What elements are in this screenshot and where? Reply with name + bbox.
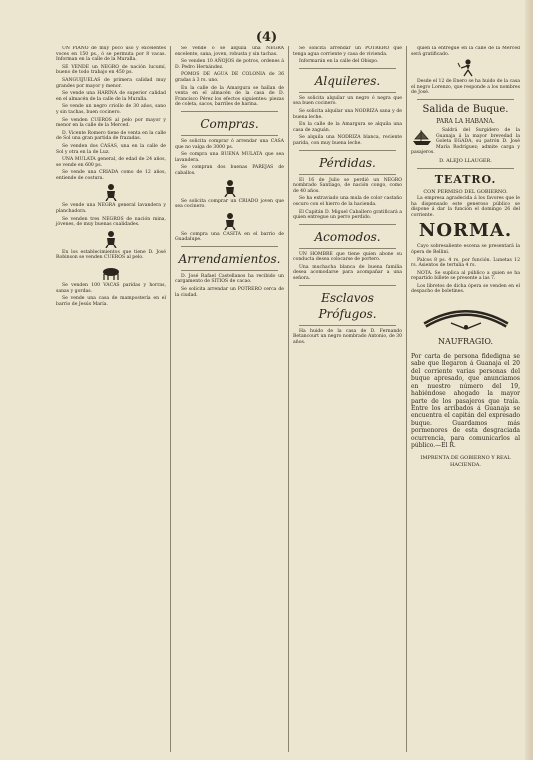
divider bbox=[299, 68, 396, 69]
ad: SE VENDE un NEGRO de nación lucumí, bueno de todo trabajo en 450 ps. bbox=[56, 64, 166, 76]
ad: Se solicita arrendar un POTRERO cerca de la ciudad. bbox=[175, 287, 284, 298]
section-title-esclavos-profugos: Esclavos Prófugos. bbox=[318, 290, 377, 321]
ad: Cayo sobresaliente escena se presentará la ópera de Bellini. bbox=[411, 244, 520, 255]
ad: El Capitán D. Miguel Caballero gratificará a quien entregue un perro perdido. bbox=[293, 209, 402, 221]
section-title-alquileres: Alquileres. bbox=[314, 73, 381, 88]
ad: D. José Rafael Castellanos ha recibido un cargamento de SITIOS de cacao. bbox=[175, 273, 284, 285]
divider bbox=[181, 135, 278, 136]
ad: Se venden tres NEGROS de nación mina, jóvenes, de muy buenas cualidades. bbox=[56, 216, 166, 228]
ship-subtitle: PARA LA HABANA. bbox=[436, 117, 495, 125]
ad: Se solicita alquilar un negro ó negra que sea buen cocinero. bbox=[293, 95, 402, 107]
ad: Palcos 8 ps. 4 rs. por función. Lunetas 12 rs. Asientos de tertulia 4 rs. bbox=[411, 257, 520, 269]
ship-title: Salida de Buque. bbox=[422, 103, 509, 115]
slave-woodcut-icon bbox=[219, 179, 241, 197]
column-3 bbox=[288, 46, 406, 752]
theatre-title: TEATRO. bbox=[434, 172, 497, 186]
runaway-woodcut-icon bbox=[455, 59, 477, 77]
ad: Ha huido de la casa de D. Fernando Betancourt un negro nombrado Antonio, de 30 años. bbox=[293, 328, 402, 345]
page-number: (4) bbox=[255, 30, 278, 45]
ad: Los libretos de dicha ópera se venden en el despacho de boletines. bbox=[411, 283, 520, 295]
ad: Se compra una CASITA en el barrio de Guadalupe. bbox=[175, 231, 284, 243]
slave-woodcut-icon bbox=[219, 212, 241, 230]
column-1 bbox=[52, 46, 170, 752]
ad: Se venden 100 VACAS paridas y horras, sanas y gordas. bbox=[56, 283, 166, 294]
slave-woodcut-icon bbox=[100, 183, 122, 201]
postscript-stamp bbox=[421, 299, 511, 333]
section-title-perdidas: Pérdidas. bbox=[319, 155, 376, 170]
page-edge bbox=[525, 0, 533, 760]
ad: Se alquila una NODRIZA blanca, reciente parida, con muy buena leche. bbox=[293, 135, 402, 146]
section-title-acomodos: Acomodos. bbox=[314, 229, 381, 244]
ad: Se compran dos buenas PAREJAS de caballos. bbox=[175, 165, 284, 176]
column-2 bbox=[170, 46, 288, 752]
section-title-compras: Compras. bbox=[200, 116, 259, 131]
ad: Se vende una casa de mampostería en el barrio de Jesús María. bbox=[56, 296, 166, 307]
divider bbox=[299, 248, 396, 249]
ad: UNA MULATA general, de edad de 24 años, se vende en 600 ps. bbox=[56, 157, 166, 168]
ad: Se venden dos CASAS, una en la calle de Sol y otra en la de Luz. bbox=[56, 143, 166, 155]
ship-contact: D. ALEJO LLAUGER. bbox=[439, 157, 492, 164]
postscript-ornament-icon bbox=[421, 299, 511, 333]
ad: quien la entregue en la calle de la Merced será gratificado. bbox=[411, 46, 520, 57]
ad: En la calle de la Amargura se alquila una casa de zaguán. bbox=[293, 122, 402, 133]
ad: UN HOMBRE que tiene quien abone su conducta desea colocarse de portero. bbox=[293, 251, 402, 263]
divider bbox=[299, 285, 396, 286]
section-title-arrendamientos: Arrendamientos. bbox=[178, 251, 281, 266]
printer-imprint: IMPRENTA DE GOBIERNO Y REAL HACIENDA. bbox=[420, 455, 511, 469]
ad: La empresa agradecida á los favores que le ha dispensado este generoso público se dispone á dar la función el domingo 26 del corriente. bbox=[411, 195, 520, 218]
ad: Se venden CUEROS al pelo por mayor y menor en la calle de la Merced. bbox=[56, 117, 166, 129]
ad: Desde el 12 de Enero se ha huido de la casa el negro Lorenzo, que responde a los nombres de José. bbox=[411, 79, 520, 96]
theatre-subtitle: CON PERMISO DEL GOBIERNO. bbox=[423, 188, 508, 195]
ad: Se vende una HARINA de superior calidad en el almacén de la calle de la Muralla. bbox=[56, 91, 166, 102]
ad: Se vende una NEGRA general lavandera y planchadora. bbox=[56, 203, 166, 215]
ship-woodcut-icon bbox=[411, 128, 433, 146]
ad: Se venden 10 AÑOJOS de potros, ordenes á D. Pedro Hernández. bbox=[175, 59, 284, 70]
divider bbox=[181, 246, 278, 247]
ad: Saldrá del Surgidero de la Guanaja á la mayor brevedad la Goleta EGADA, su patrón D. José María Rodríguez; admite carga y pasajeros. bbox=[411, 127, 520, 156]
ad: Se compra una BUENA MULATA que sea lavandera. bbox=[175, 152, 284, 163]
ad: Se solicita comprar un CRIADO joven que sea cocinero. bbox=[175, 198, 284, 210]
wreck-title: NAUFRAGIO. bbox=[437, 337, 494, 347]
divider bbox=[299, 224, 396, 225]
divider bbox=[417, 99, 514, 100]
divider bbox=[181, 111, 278, 112]
left-margin bbox=[0, 0, 50, 760]
ad: Se solicita comprar ó arrendar una CASA que no valga de 3000 ps. bbox=[175, 138, 284, 150]
divider bbox=[299, 174, 396, 175]
divider bbox=[299, 325, 396, 326]
slave-woodcut-icon bbox=[100, 230, 122, 248]
ad: En la calle de la Amargura se hallan de venta en el almacén de la casa de D. Francisco Pérez los efectos siguientes: piezas de coleta, sacos, barriles de harina. bbox=[175, 85, 284, 108]
ad: Se vende un negro criollo de 30 años, sano y sin tachas, buen cocinero. bbox=[56, 104, 166, 115]
opera-title: NORMA. bbox=[418, 220, 513, 242]
ad: POMOS DE AGUA DE COLONIA de 36 gradas á 3 rs. uno. bbox=[175, 72, 284, 83]
ad: Se vende una CRIADA como de 12 años, entiende de costura. bbox=[56, 170, 166, 181]
ad: NOTA. Se suplica al público a quien se ha repartido billete se presente a las 7. bbox=[411, 270, 520, 282]
ad: Se ha extraviado una mula de color castaño oscuro con el hierro de la hacienda. bbox=[293, 196, 402, 207]
column-4 bbox=[406, 46, 524, 752]
cattle-woodcut-icon bbox=[100, 263, 122, 281]
divider bbox=[299, 150, 396, 151]
divider bbox=[181, 270, 278, 271]
divider bbox=[417, 168, 514, 169]
ad: SANGUIJUELAS de primera calidad muy grandes por mayor y menor. bbox=[56, 77, 166, 89]
ad: Se vende ó se alquila una NEGRA excelente, sana, joven, robusta y sin tachas. bbox=[175, 46, 284, 57]
ad: D. Vicente Romero tiene de venta en la calle de Sol una gran partida de frazadas. bbox=[56, 130, 166, 142]
ad: El 16 de Julio se perdió un NEGRO nombrado Santiago, de nación congo, como de 40 años. bbox=[293, 177, 402, 194]
divider bbox=[299, 92, 396, 93]
wreck-text: Por carta de persona fidedigna se sabe que llegaron á Guanaja el 20 del corriente varias personas del buque apresado, que anunciamos en nuestro número del 19, habiéndose ahogado la mayor parte de los pasajeros que traía. Entre los arribados á Guanaja se encuentra el capitán del expresado buque. Guardamos más pormenores de esta desgraciada ocurrencia, para comunicarlos al público.—El R. bbox=[411, 353, 520, 449]
columns bbox=[52, 46, 524, 752]
ad: Una muchacha blanca de buena familia desea acomodarse para acompañar a una señora. bbox=[293, 264, 402, 282]
ad: Se solicita alquilar una NODRIZA sana y de buena leche. bbox=[293, 108, 402, 120]
ad: Informarán en la calle del Obispo. bbox=[299, 59, 379, 65]
ad: En los establecimientos que tiene D. José Robinson se venden CUEROS al pelo. bbox=[56, 249, 166, 261]
ad: Se solicita arrendar un POTRERO que tenga agua corriente y casa de vivienda. bbox=[293, 46, 402, 57]
ad: UN PIANO de muy poco uso y excelentes voces en 150 ps., ó se permuta por 8 vacas. Informan en la calle de la Muralla. bbox=[56, 46, 166, 63]
